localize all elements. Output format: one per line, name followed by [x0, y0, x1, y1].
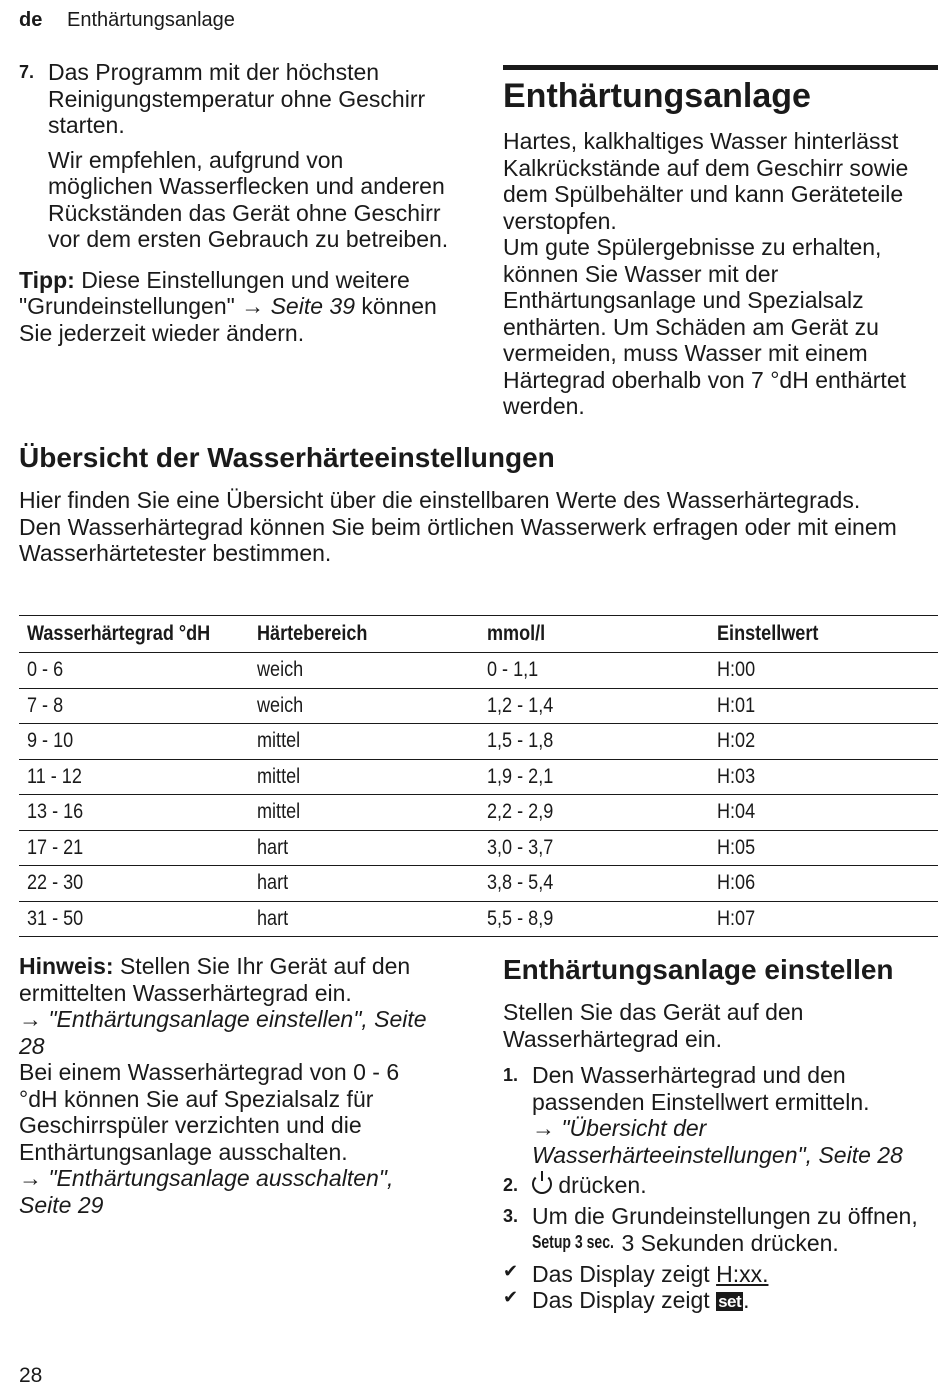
right-column-top [503, 65, 938, 420]
note-text-2: Bei einem Wasserhärtegrad von 0 - 6 °dH können Sie auf Spezialsalz für Geschirrspüler verzichten und die Enthärtungsanlage ausschalten. [19, 1059, 400, 1165]
step-7-text: Das Programm mit der höchsten Reinigungstemperatur ohne Geschirr starten. [48, 59, 426, 138]
table-cell: H:01 [709, 688, 938, 724]
table-cell: hart [249, 830, 479, 866]
intro-paragraph-1: Hartes, kalkhaltiges Wasser hinterlässt Kalkrückstände auf dem Geschirr sowie dem Spülbehälter und kann Geräteteile verstopfen. [503, 128, 909, 234]
table-cell: 1,2 - 1,4 [479, 688, 709, 724]
table-header: Wasserhärtegrad °dH [19, 616, 249, 653]
setup-step-1-text [532, 1062, 938, 1168]
tip-link[interactable]: Seite 39 [270, 293, 355, 319]
table-row [19, 688, 938, 724]
setup-step-3-text-a: Um die Grundeinstellungen zu öffnen, [532, 1202, 918, 1229]
tip-paragraph [19, 267, 444, 347]
table-row [19, 653, 938, 689]
table-cell: 1,9 - 2,1 [479, 759, 709, 795]
table-cell: 0 - 6 [19, 653, 249, 689]
table-cell: 17 - 21 [19, 830, 249, 866]
table-cell: 9 - 10 [19, 724, 249, 760]
hardness-table [19, 615, 938, 937]
intro-paragraph-2: Um gute Spülergebnisse zu erhalten, können Sie Wasser mit der Enthärtungsanlage und Spezialsalz enthärten. Um Schäden am Gerät zu vermeiden, muss Wasser mit einem Härtegrad oberhalb von 7 °dH enthärtet werden. [503, 234, 907, 419]
tip-text-2: können Sie jederzeit wieder ändern. [19, 293, 437, 346]
step-number: 2. [503, 1175, 519, 1195]
table-cell: 2,2 - 2,9 [479, 795, 709, 831]
table-header: Härtebereich [249, 616, 479, 653]
setup-step-2-text: drücken. [558, 1172, 647, 1198]
table-cell: 13 - 16 [19, 795, 249, 831]
note-label: Hinweis: [19, 953, 114, 979]
setup-step-1-link[interactable]: "Übersicht der Wasserhärteeinstellungen", Seite 28 [532, 1115, 903, 1168]
table-cell: 3,0 - 3,7 [479, 830, 709, 866]
set-badge: set [718, 1292, 742, 1311]
note-text-1: Stellen Sie Ihr Gerät auf den ermittelten Wasserhärtegrad ein. [19, 953, 411, 1006]
table-cell: weich [249, 688, 479, 724]
table-cell: 31 - 50 [19, 901, 249, 937]
setup-step-2 [503, 1172, 938, 1199]
table-cell: weich [249, 653, 479, 689]
table-header-row [19, 616, 938, 653]
table-cell: mittel [249, 759, 479, 795]
note-section [19, 953, 459, 1218]
arrow-icon: → [19, 1165, 42, 1191]
result-1 [503, 1261, 938, 1288]
arrow-icon: → [241, 293, 265, 319]
power-icon [532, 1174, 552, 1194]
table-cell: H:06 [709, 866, 938, 902]
result-1-text: Das Display zeigt [532, 1260, 710, 1287]
left-column-top [19, 59, 459, 346]
overview-section [19, 441, 938, 567]
note-link-2[interactable]: "Enthärtungsanlage ausschalten", Seite 29 [19, 1165, 394, 1218]
table-cell: mittel [249, 724, 479, 760]
table-row [19, 795, 938, 831]
note-paragraph [19, 953, 444, 1218]
overview-paragraph-2: Den Wasserhärtegrad können Sie beim örtlichen Wasserwerk erfragen oder mit einem Wasserhärtetester bestimmen. [19, 513, 897, 566]
table-row [19, 830, 938, 866]
step-7-note: Wir empfehlen, aufgrund von möglichen Wasserflecken und anderen Rückständen das Gerät ohne Geschirr vor dem ersten Gebrauch zu betreiben. [48, 146, 449, 252]
section-title: Enthärtungsanlage [503, 77, 811, 115]
table-cell: 22 - 30 [19, 866, 249, 902]
setup-title: Enthärtungsanlage einstellen [503, 954, 894, 985]
table-cell: H:00 [709, 653, 938, 689]
setup-section [503, 953, 938, 1316]
section-rule [503, 65, 938, 70]
table-row [19, 901, 938, 937]
table-row [19, 724, 938, 760]
tip-label: Tipp: [19, 266, 75, 293]
result-2 [503, 1287, 938, 1316]
setup-step-1 [503, 1062, 938, 1168]
table-cell: H:07 [709, 901, 938, 937]
page-number: 28 [19, 1364, 43, 1387]
setup-key-label: Setup 3 sec. [532, 1232, 614, 1252]
check-icon: ✔ [503, 1287, 519, 1307]
table-cell: 1,5 - 1,8 [479, 724, 709, 760]
table-cell: 0 - 1,1 [479, 653, 709, 689]
result-2-period: . [743, 1287, 750, 1313]
step-number: 7. [19, 62, 35, 82]
step-7 [19, 59, 459, 253]
overview-title: Übersicht der Wasserhärteeinstellungen [19, 442, 555, 473]
check-icon: ✔ [503, 1260, 519, 1281]
header-language: de [19, 9, 43, 31]
step-number: 3. [503, 1205, 519, 1226]
table-cell: 11 - 12 [19, 759, 249, 795]
note-link-1[interactable]: "Enthärtungsanlage einstellen", Seite 28 [19, 1006, 427, 1059]
table-row [19, 759, 938, 795]
table-cell: hart [249, 901, 479, 937]
arrow-icon: → [19, 1006, 42, 1032]
table-cell: mittel [249, 795, 479, 831]
setup-step-3-text-b: 3 Sekunden drücken. [621, 1230, 839, 1256]
header-title: Enthärtungsanlage [67, 9, 235, 31]
setup-intro: Stellen Sie das Gerät auf den Wasserhärtegrad ein. [503, 999, 804, 1052]
hardness-table-wrapper [19, 615, 938, 937]
display-value: H:xx. [716, 1260, 769, 1287]
table-header: Einstellwert [709, 616, 938, 653]
table-cell: 5,5 - 8,9 [479, 901, 709, 937]
table-header: mmol/l [479, 616, 709, 653]
arrow-icon: → [532, 1115, 555, 1141]
step-number: 1. [503, 1065, 519, 1085]
table-cell: H:05 [709, 830, 938, 866]
table-cell: 7 - 8 [19, 688, 249, 724]
table-cell: hart [249, 866, 479, 902]
setup-step-1-label: Den Wasserhärtegrad und den passenden Einstellwert ermitteln. [532, 1062, 870, 1115]
table-row [19, 866, 938, 902]
result-2-text: Das Display zeigt [532, 1287, 710, 1313]
tip-text: Diese Einstellungen und weitere "Grundeinstellungen" [19, 266, 410, 319]
table-cell: H:03 [709, 759, 938, 795]
setup-step-3 [503, 1203, 938, 1257]
table-cell: 3,8 - 5,4 [479, 866, 709, 902]
overview-paragraph-1: Hier finden Sie eine Übersicht über die einstellbaren Werte des Wasserhärtegrads. [19, 487, 861, 513]
table-cell: H:02 [709, 724, 938, 760]
table-cell: H:04 [709, 795, 938, 831]
